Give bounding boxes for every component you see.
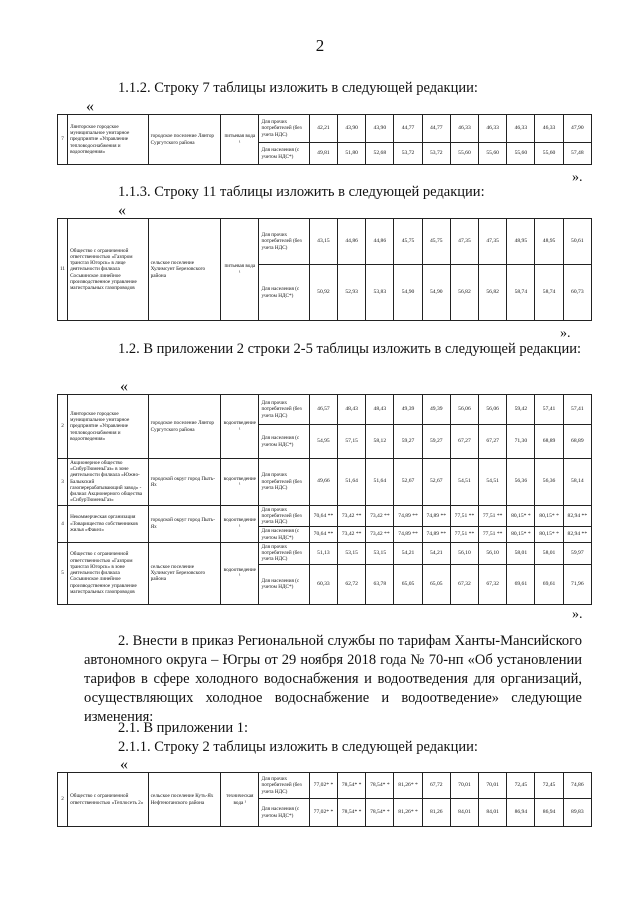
consumer-category: Для прочих потребителей (без учета НДС): [259, 773, 309, 799]
service-type: питьевая вода ¹: [221, 115, 259, 165]
tariff-value: 74,89 **: [394, 527, 422, 542]
territory: городское поселение Лянтор Сургутского района: [148, 115, 221, 165]
row-number: 5: [58, 542, 68, 604]
tariff-value: 74,89 **: [422, 505, 450, 527]
quote-close: ».: [572, 170, 583, 185]
table-4: [57, 772, 592, 827]
quote-open: «: [120, 756, 128, 773]
tariff-value: 57,48: [563, 143, 591, 165]
organization-name: Акционерное общество «СибурТюменьГаз» в зоне деятельности филиала «Южно-Балыкский газоперерабатывающий завод» - филиал Акционерного общества «СибурТюменьГаз»: [68, 459, 149, 506]
consumer-category: Для населения (с учетом НДС*): [259, 425, 309, 459]
tariff-value: 55,60: [479, 143, 507, 165]
consumer-category: Для населения (с учетом НДС*): [259, 564, 309, 604]
tariff-value: 80,15* *: [535, 527, 563, 542]
table-row: [58, 115, 592, 143]
quote-close: ».: [572, 607, 583, 622]
tariff-value: 53,15: [366, 542, 394, 564]
tariff-value: 54,21: [422, 542, 450, 564]
tariff-value: 60,73: [563, 265, 591, 321]
tariff-value: 77,02* *: [309, 773, 337, 799]
tariff-value: 55,60: [507, 143, 535, 165]
tariff-value: 43,15: [309, 219, 337, 265]
tariff-value: 48,95: [507, 219, 535, 265]
service-type: водоотведение ¹: [221, 395, 259, 459]
row-number: 11: [58, 219, 68, 321]
tariff-value: 63,78: [366, 564, 394, 604]
tariff-value: 73,42 **: [366, 505, 394, 527]
row-number: 7: [58, 115, 68, 165]
tariff-value: 59,97: [563, 542, 591, 564]
table-3: [57, 394, 592, 605]
tariff-value: 50,61: [563, 219, 591, 265]
territory: сельское поселение Куть-Ях Нефтеюганского района: [148, 773, 221, 827]
tariff-value: 51,64: [366, 459, 394, 506]
tariff-value: 45,75: [394, 219, 422, 265]
tariff-value: 65,05: [422, 564, 450, 604]
tariff-value: 56,06: [479, 395, 507, 425]
service-type: водоотведение ¹: [221, 459, 259, 506]
tariff-value: 56,36: [535, 459, 563, 506]
tariff-value: 86,94: [507, 799, 535, 827]
tariff-value: 67,32: [450, 564, 478, 604]
row-number: 4: [58, 505, 68, 542]
table-row: [58, 219, 592, 265]
heading-2-1: 2.1. В приложении 1:: [118, 720, 249, 736]
tariff-value: 49,81: [309, 143, 337, 165]
service-type: питьевая вода ¹: [221, 219, 259, 321]
page-number: 2: [315, 36, 325, 55]
tariff-value: 67,32: [479, 564, 507, 604]
tariff-value: 43,90: [338, 115, 366, 143]
tariff-value: 54,51: [450, 459, 478, 506]
tariff-value: 70,64 **: [309, 505, 337, 527]
tariff-value: 54,90: [394, 265, 422, 321]
tariff-value: 47,35: [450, 219, 478, 265]
tariff-value: 45,75: [422, 219, 450, 265]
tariff-value: 71,96: [563, 564, 591, 604]
heading-1-1-2: 1.1.2. Строку 7 таблицы изложить в следующей редакции:: [118, 80, 478, 96]
tariff-value: 46,33: [450, 115, 478, 143]
tariff-value: 67,27: [479, 425, 507, 459]
tariff-value: 71,30: [507, 425, 535, 459]
tariff-value: 70,01: [479, 773, 507, 799]
tariff-value: 56,10: [450, 542, 478, 564]
tariff-value: 73,42 **: [338, 505, 366, 527]
territory: сельское поселение Хулимсунт Березовского района: [148, 542, 221, 604]
territory: городской округ город Пыть-Ях: [148, 459, 221, 506]
organization-name: Общество с ограниченной ответственностью «Теплосеть 2»: [68, 773, 149, 827]
consumer-category: Для населения (с учетом НДС*): [259, 527, 309, 542]
tariff-value: 44,77: [422, 115, 450, 143]
tariff-value: 51,80: [338, 143, 366, 165]
tariff-value: 60,33: [309, 564, 337, 604]
tariff-value: 56,36: [507, 459, 535, 506]
tariff-value: 70,64 **: [309, 527, 337, 542]
territory: сельское поселение Хулимсунт Березовского района: [148, 219, 221, 321]
tariff-value: 62,72: [338, 564, 366, 604]
tariff-value: 52,67: [394, 459, 422, 506]
tariff-value: 69,61: [535, 564, 563, 604]
tariff-value: 72,45: [535, 773, 563, 799]
tariff-value: 49,66: [309, 459, 337, 506]
tariff-value: 55,60: [450, 143, 478, 165]
tariff-value: 46,33: [479, 115, 507, 143]
tariff-value: 46,33: [507, 115, 535, 143]
consumer-category: Для населения (с учетом НДС*): [259, 143, 309, 165]
tariff-value: 56,06: [450, 395, 478, 425]
consumer-category: Для прочих потребителей (без учета НДС): [259, 395, 309, 425]
organization-name: Лянторское городское муниципальное унитарное предприятие «Управление тепловодоснабжения и водоотведения»: [68, 395, 149, 459]
tariff-value: 53,72: [422, 143, 450, 165]
tariff-value: 54,21: [394, 542, 422, 564]
tariff-value: 77,51 **: [450, 505, 478, 527]
tariff-value: 56,82: [479, 265, 507, 321]
tariff-value: 82,94 **: [563, 527, 591, 542]
tariff-value: 54,90: [422, 265, 450, 321]
tariff-value: 89,83: [563, 799, 591, 827]
tariff-value: 74,86: [563, 773, 591, 799]
consumer-category: Для прочих потребителей (без учета НДС): [259, 505, 309, 527]
tariff-value: 73,42 **: [366, 527, 394, 542]
tariff-value: 59,27: [422, 425, 450, 459]
organization-name: Общество с ограниченной ответственностью «Газпром трансгаз Югорск» в зоне деятельности филиала Сосьвинское линейное производственное управление магистральных газопроводов: [68, 542, 149, 604]
tariff-value: 59,27: [394, 425, 422, 459]
tariff-value: 58,74: [507, 265, 535, 321]
tariff-value: 73,42 **: [338, 527, 366, 542]
tariff-value: 78,54* *: [338, 799, 366, 827]
tariff-value: 47,35: [479, 219, 507, 265]
tariff-value: 68,89: [535, 425, 563, 459]
tariff-value: 78,54* *: [338, 773, 366, 799]
heading-1-2: 1.2. В приложении 2 строки 2-5 таблицы изложить в следующей редакции:: [118, 341, 581, 357]
service-type: водоотведение ¹: [221, 505, 259, 542]
consumer-category: Для прочих потребителей (без учета НДС): [259, 542, 309, 564]
tariff-value: 84,01: [479, 799, 507, 827]
tariff-value: 81,26: [422, 799, 450, 827]
tariff-value: 43,90: [366, 115, 394, 143]
territory: городское поселение Лянтор Сургутского района: [148, 395, 221, 459]
tariff-value: 42,21: [309, 115, 337, 143]
tariff-value: 57,41: [563, 395, 591, 425]
table-2: [57, 218, 592, 321]
tariff-value: 51,13: [309, 542, 337, 564]
consumer-category: Для прочих потребителей (без учета НДС): [259, 459, 309, 506]
row-number: 2: [58, 773, 68, 827]
tariff-value: 58,74: [535, 265, 563, 321]
tariff-value: 74,89 **: [394, 505, 422, 527]
tariff-value: 80,15* *: [507, 527, 535, 542]
tariff-value: 57,41: [535, 395, 563, 425]
tariff-value: 54,95: [309, 425, 337, 459]
tariff-value: 51,64: [338, 459, 366, 506]
tariff-value: 44,86: [366, 219, 394, 265]
tariff-value: 58,01: [535, 542, 563, 564]
heading-1-1-3: 1.1.3. Строку 11 таблицы изложить в следующей редакции:: [118, 184, 485, 200]
tariff-value: 68,89: [563, 425, 591, 459]
tariff-value: 80,15* *: [535, 505, 563, 527]
consumer-category: Для населения (с учетом НДС*): [259, 265, 309, 321]
tariff-value: 53,72: [394, 143, 422, 165]
tariff-value: 44,86: [338, 219, 366, 265]
tariff-value: 47,90: [563, 115, 591, 143]
tariff-value: 44,77: [394, 115, 422, 143]
tariff-value: 80,15* *: [507, 505, 535, 527]
row-number: 3: [58, 459, 68, 506]
service-type: водоотведение ¹: [221, 542, 259, 604]
tariff-value: 48,95: [535, 219, 563, 265]
tariff-value: 81,26* *: [394, 799, 422, 827]
tariff-value: 56,82: [450, 265, 478, 321]
consumer-category: Для прочих потребителей (без учета НДС): [259, 115, 309, 143]
tariff-value: 54,51: [479, 459, 507, 506]
table-row: [58, 542, 592, 564]
tariff-value: 55,60: [535, 143, 563, 165]
tariff-value: 49,39: [422, 395, 450, 425]
tariff-value: 48,43: [338, 395, 366, 425]
consumer-category: Для населения (с учетом НДС*): [259, 799, 309, 827]
tariff-value: 49,39: [394, 395, 422, 425]
row-number: 2: [58, 395, 68, 459]
tariff-value: 81,26* *: [394, 773, 422, 799]
tariff-value: 59,42: [507, 395, 535, 425]
tariff-value: 67,27: [450, 425, 478, 459]
tariff-value: 58,14: [563, 459, 591, 506]
tariff-value: 52,67: [422, 459, 450, 506]
tariff-value: 52,68: [366, 143, 394, 165]
tariff-value: 77,51 **: [479, 527, 507, 542]
organization-name: Общество с ограниченной ответственностью «Газпром трансгаз Югорск» в лице деятельности филиала Сосьвинское линейное производственное управление магистральных газопроводов: [68, 219, 149, 321]
tariff-value: 52,93: [338, 265, 366, 321]
tariff-value: 65,05: [394, 564, 422, 604]
tariff-value: 77,51 **: [479, 505, 507, 527]
tariff-value: 53,83: [366, 265, 394, 321]
tariff-value: 77,51 **: [450, 527, 478, 542]
table-row: [58, 505, 592, 527]
table-1: [57, 114, 592, 165]
tariff-value: 82,94 **: [563, 505, 591, 527]
tariff-value: 74,89 **: [422, 527, 450, 542]
tariff-value: 53,15: [338, 542, 366, 564]
tariff-value: 58,01: [507, 542, 535, 564]
tariff-value: 78,54* *: [366, 799, 394, 827]
paragraph-2: 2. Внести в приказ Региональной службы по тарифам Ханты-Мансийского автономного округа – Югры от 29 ноября 2018 года № 70-нп «Об установлении тарифов в сфере холодного водоснабжения и водоотведения для организаций, осуществляющих холодное водоснабжение и водоотведение» следующие изменения:: [84, 633, 582, 725]
tariff-value: 84,01: [450, 799, 478, 827]
quote-open: «: [86, 98, 94, 115]
table-row: [58, 773, 592, 799]
tariff-value: 50,92: [309, 265, 337, 321]
tariff-value: 69,61: [507, 564, 535, 604]
quote-open: «: [118, 202, 126, 219]
tariff-value: 57,15: [338, 425, 366, 459]
consumer-category: Для прочих потребителей (без учета НДС): [259, 219, 309, 265]
tariff-value: 67,72: [422, 773, 450, 799]
organization-name: Лянторское городское муниципальное унитарное предприятие «Управление тепловодоснабжения и водоотведения»: [68, 115, 149, 165]
tariff-value: 86,94: [535, 799, 563, 827]
tariff-value: 72,45: [507, 773, 535, 799]
tariff-value: 46,33: [535, 115, 563, 143]
tariff-value: 58,12: [366, 425, 394, 459]
tariff-value: 48,43: [366, 395, 394, 425]
quote-close: ».: [560, 326, 571, 341]
organization-name: Некоммерческая организация «Товарищество собственников жилья «Факел»: [68, 505, 149, 542]
quote-open: «: [120, 378, 128, 395]
heading-2-1-1: 2.1.1. Строку 2 таблицы изложить в следующей редакции:: [118, 739, 478, 755]
table-row: [58, 395, 592, 425]
territory: городской округ город Пыть-Ях: [148, 505, 221, 542]
tariff-value: 70,01: [450, 773, 478, 799]
tariff-value: 56,10: [479, 542, 507, 564]
service-type: техническая вода ¹: [221, 773, 259, 827]
tariff-value: 77,02* *: [309, 799, 337, 827]
table-row: [58, 459, 592, 506]
tariff-value: 78,54* *: [366, 773, 394, 799]
tariff-value: 46,57: [309, 395, 337, 425]
